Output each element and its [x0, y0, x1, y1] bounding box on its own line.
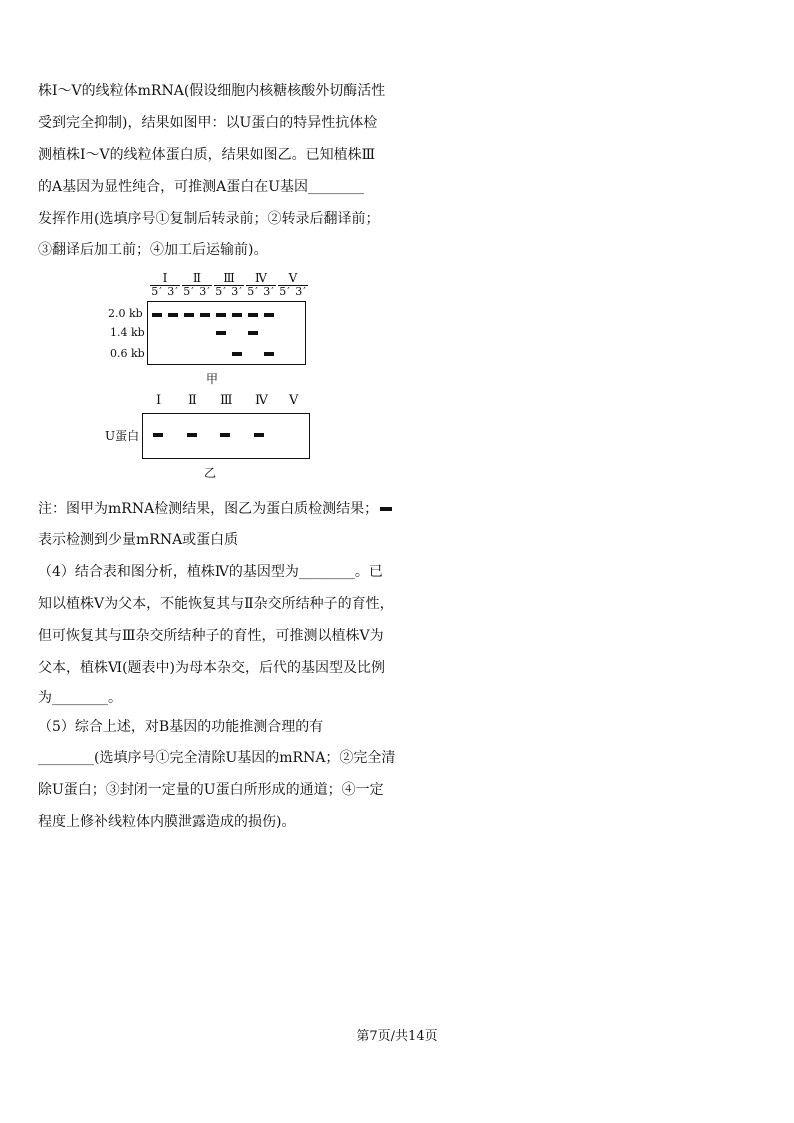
protein-gel	[142, 413, 310, 459]
band	[153, 433, 163, 437]
lane-label-3: Ⅲ	[220, 393, 233, 408]
text-line: 株Ⅰ～Ⅴ的线粒体mRNA(假设细胞内核糖核酸外切酶活性	[38, 83, 386, 99]
q5-line: （5）综合上述，对B基因的功能推测合理的有	[38, 719, 324, 735]
lane-header-3: Ⅲ 5′ 3′	[215, 271, 243, 298]
band-legend-icon	[380, 507, 392, 511]
lane-header-4: Ⅳ 5′ 3′	[247, 271, 275, 298]
size-label-2kb: 2.0 kb	[108, 307, 143, 320]
lane-header-5: Ⅴ 5′ 3′	[279, 271, 307, 298]
q4-line: 父本，植株Ⅵ(题表中)为母本杂交，后代的基因型及比例	[38, 660, 386, 676]
text-line: ③翻译后加工前；④加工后运输前)。	[38, 242, 268, 258]
page-footer: 第7页/共14页	[356, 1029, 438, 1044]
size-label-0-6kb: 0.6 kb	[110, 347, 145, 360]
caption-jia: 甲	[206, 372, 219, 386]
q4-line: 知以植株Ⅴ为父本，不能恢复其与Ⅱ杂交所结种子的育性，	[38, 596, 394, 612]
band	[232, 313, 242, 317]
band	[168, 313, 178, 317]
lane-label-5: Ⅴ	[289, 393, 299, 408]
lane-label-1: Ⅰ	[156, 393, 162, 408]
gel-figure	[100, 270, 320, 488]
text-line: 受到完全抑制)，结果如图甲：以U蛋白的特异性抗体检	[38, 115, 378, 131]
band	[216, 313, 226, 317]
q4-line: 为________。	[38, 690, 122, 706]
mrna-gel	[147, 301, 306, 365]
q5-line: 除U蛋白；③封闭一定量的U蛋白所形成的通道；④一定	[38, 782, 384, 798]
caption-yi: 乙	[204, 466, 217, 480]
band	[232, 352, 242, 356]
figure-note-2: 表示检测到少量mRNA或蛋白质	[38, 532, 239, 548]
q5-line: ________(选填序号①完全清除U基因的mRNA；②完全清	[38, 750, 396, 766]
band	[248, 313, 258, 317]
q4-line: 但可恢复其与Ⅲ杂交所结种子的育性，可推测以植株Ⅴ为	[38, 628, 384, 644]
band	[200, 313, 210, 317]
band	[254, 433, 264, 437]
lane-header-1: Ⅰ 5′ 3′	[151, 271, 179, 298]
band	[152, 313, 162, 317]
text-line: 测植株Ⅰ～Ⅴ的线粒体蛋白质，结果如图乙。已知植株Ⅲ	[38, 147, 376, 163]
figure-note	[38, 500, 392, 518]
band	[248, 331, 258, 335]
q4-line: （4）结合表和图分析，植株Ⅳ的基因型为________。已	[38, 564, 383, 580]
lane-label-4: Ⅳ	[255, 393, 268, 408]
band	[220, 433, 230, 437]
band	[184, 313, 194, 317]
text-line: 的A基因为显性纯合，可推测A蛋白在U基因________	[38, 179, 365, 195]
text-line: 发挥作用(选填序号①复制后转录前；②转录后翻译前；	[38, 211, 380, 227]
size-label-1-4kb: 1.4 kb	[110, 326, 145, 339]
band	[264, 313, 274, 317]
lane-header-2: Ⅱ 5′ 3′	[183, 271, 211, 298]
band	[187, 433, 197, 437]
band	[216, 331, 226, 335]
band	[264, 352, 274, 356]
protein-label: U蛋白	[105, 429, 140, 443]
lane-label-2: Ⅱ	[188, 393, 197, 408]
q5-line: 程度上修补线粒体内膜泄露造成的损伤)。	[38, 814, 296, 830]
note-text: 注：图甲为mRNA检测结果，图乙为蛋白质检测结果；	[38, 501, 379, 517]
